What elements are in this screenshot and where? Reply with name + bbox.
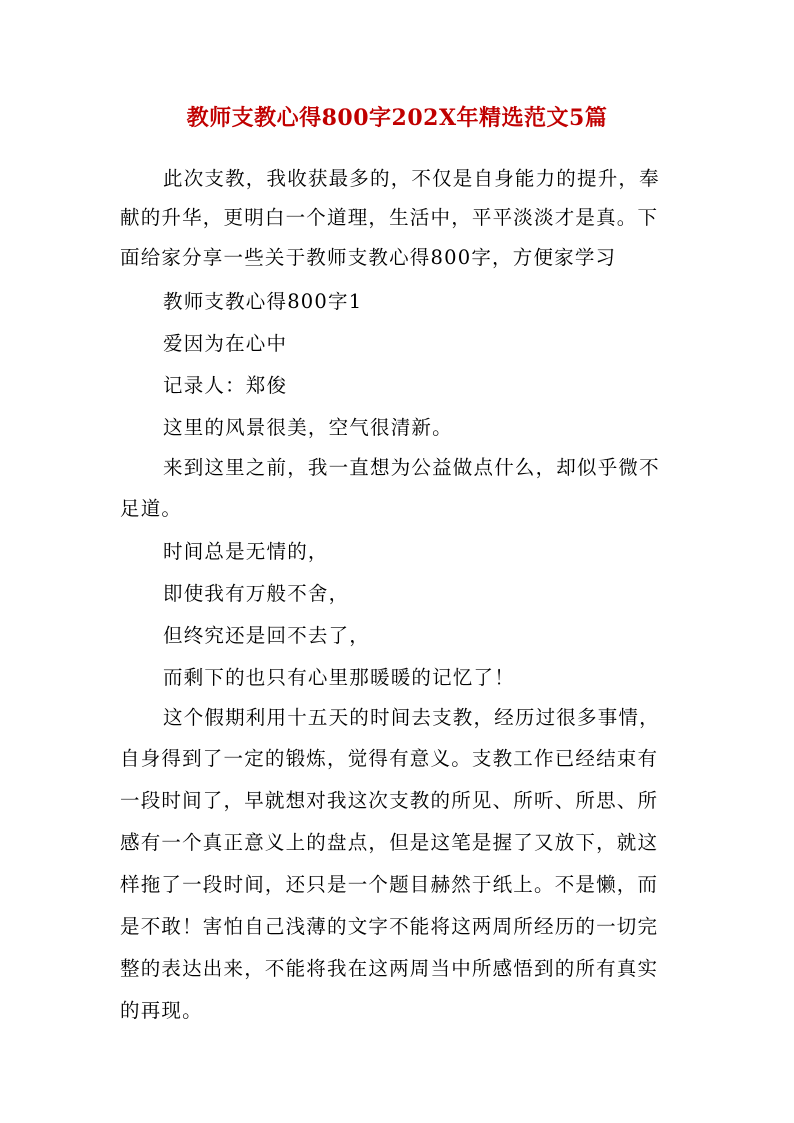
paragraph-line: 献的升华，更明白一个道理，生活中，平平淡淡才是真。下 [120, 206, 659, 229]
paragraph-line: 足道。 [120, 497, 183, 520]
paragraph-line: 自身得到了一定的锻炼，觉得有意义。支教工作已经结束有 [120, 747, 659, 770]
document-title: 教师支教心得800字202X年精选范文5篇 [186, 105, 608, 131]
poem-line: 而剩下的也只有心里那暖暖的记忆了！ [163, 666, 515, 689]
paragraph-line: 面给家分享一些关于教师支教心得800字，方便家学习 [120, 246, 617, 269]
paragraph-line: 这个假期利用十五天的时间去支教，经历过很多事情， [163, 706, 660, 729]
poem-line: 即使我有万般不舍， [163, 582, 350, 605]
paragraph-line: 这里的风景很美，空气很清新。 [163, 416, 453, 439]
paragraph-line: 整的表达出来，不能将我在这两周当中所感悟到的所有真实 [120, 957, 659, 980]
poem-line: 时间总是无情的， [163, 540, 329, 563]
paragraph-line: 感有一个真正意义上的盘点，但是这笔是握了又放下，就这 [120, 831, 659, 854]
paragraph-line: 此次支教，我收获最多的，不仅是自身能力的提升，奉 [163, 167, 660, 190]
author-line: 记录人：郑俊 [163, 374, 288, 397]
paragraph-line: 的再现。 [120, 999, 203, 1022]
paragraph-line: 一段时间了，早就想对我这次支教的所见、所听、所思、所 [120, 789, 659, 812]
paragraph-line: 样拖了一段时间，还只是一个题目赫然于纸上。不是懒，而 [120, 873, 659, 896]
section-heading: 教师支教心得800字1 [163, 290, 363, 313]
poem-line: 但终究还是回不去了， [163, 624, 371, 647]
paragraph-line: 来到这里之前，我一直想为公益做点什么，却似乎微不 [163, 456, 660, 479]
paragraph-line: 是不敢！害怕自己浅薄的文字不能将这两周所经历的一切完 [120, 915, 659, 938]
article-title: 爱因为在心中 [163, 332, 288, 355]
